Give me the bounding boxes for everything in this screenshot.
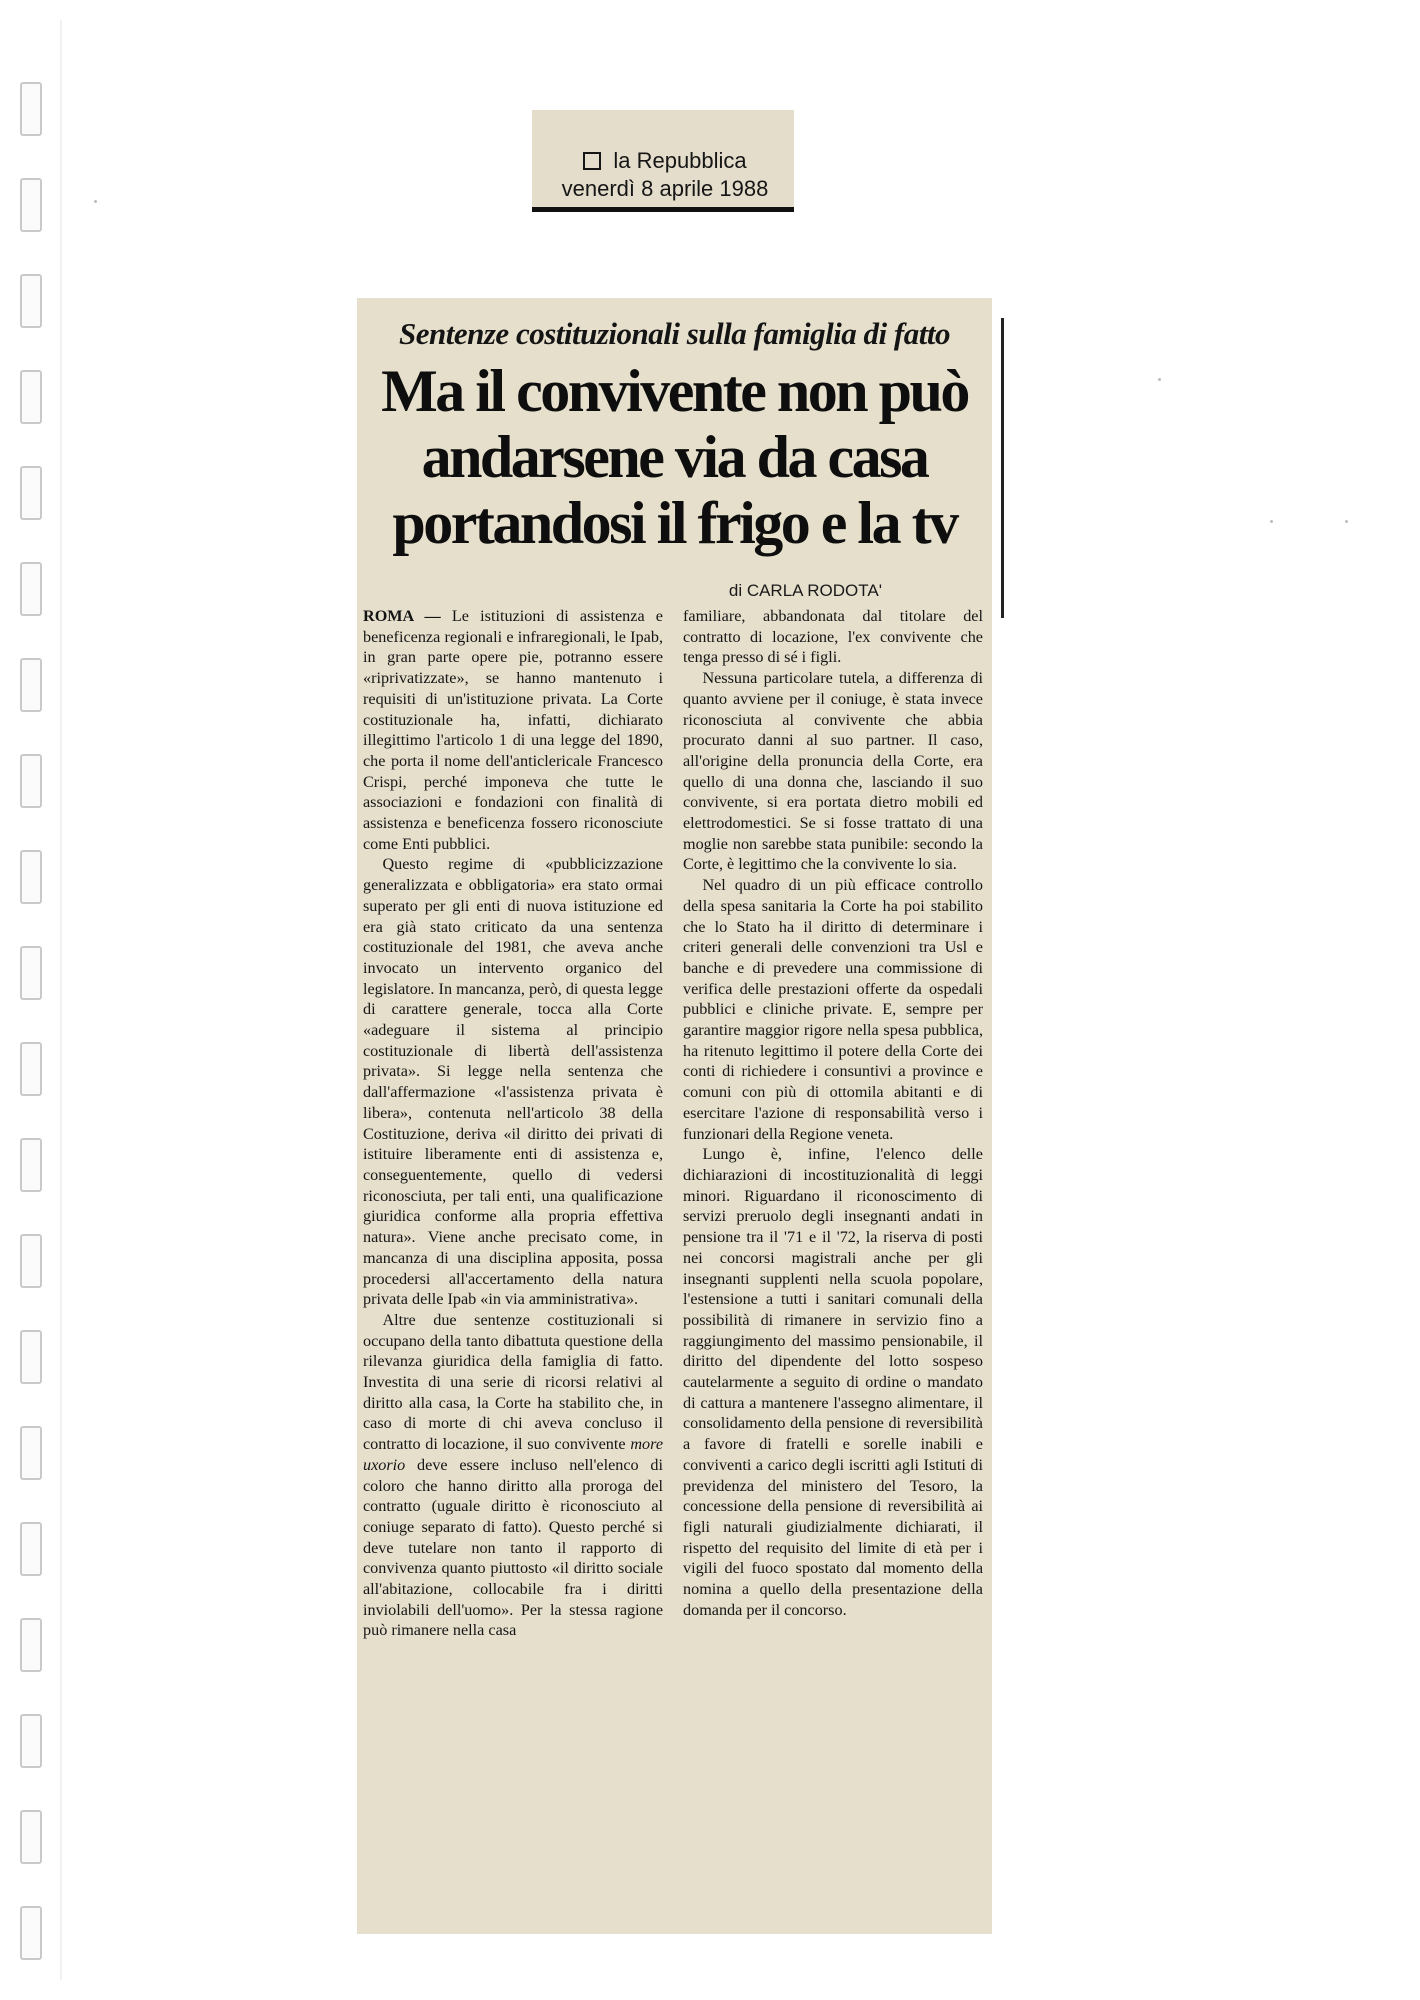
square-icon — [583, 152, 601, 170]
dateline: ROMA — — [363, 607, 441, 625]
paragraph: familiare, abbandonata dal titolare del contratto di locazione, l'ex convivente che tenga presso di sé i figli. — [683, 607, 983, 667]
binder-hole — [20, 1810, 42, 1864]
paragraph: Lungo è, infine, l'elenco delle dichiarazioni di incostituzionalità di leggi minori. Riguardano il riconoscimento di servizi preruolo degli insegnanti andati in pensione tra il '71 e il '72, la riserva di posti nei concorsi magistrali anche per gli insegnanti supplenti nella scuola popolare, l'estensione a tutti i sanitari comunali della possibilità di rimanere in servizio fino a raggiungimento del massimo pensionabile, il diritto del dipendente del lotto sospeso cautelarmente a seguito di ordine o mandato di cattura a mantenere l'assegno alimentare, il consolidamento della pensione di reversibilità a favore di fratelli e sorelle inabili e conviventi a carico degli iscritti agli Istituti di previdenza del ministero del Tesoro, la concessione della pensione di reversibilità ai figli naturali giudizialmente dichiarati, il rispetto del requisito del limite di età per i vigili del fuoco spostato dal momento della nomina a quello della presentazione della domanda per il concorso. — [683, 1145, 983, 1619]
paragraph: ROMA — Le istituzioni di assistenza e beneficenza regionali e infraregionali, le Ipab, in gran parte opere pie, potranno essere «riprivatizzate», se hanno mantenuto i requisiti di un'istituzione privata. La Corte costituzionale ha, infatti, dichiarato illegittimo l'articolo 1 di una legge del 1890, che porta il nome dell'anticlericale Francesco Crispi, perché imponeva che tutte le associazioni e fondazioni con finalità di assistenza e beneficenza fossero riconosciute come Enti pubblici. — [363, 607, 663, 853]
masthead-clipping — [532, 110, 794, 212]
paragraph: Altre due sentenze costituzionali si occupano della tanto dibattuta questione della rilevanza giuridica della famiglia di fatto. Investita di una serie di ricorsi relativi al diritto alla casa, la Corte ha stabilito che, in caso di morte di chi aveva concluso il contratto di locazione, il suo convivente more uxorio deve essere incluso nell'elenco di coloro che hanno diritto alla proroga del contratto (uguale diritto è riconosciuto al coniuge separato di fatto). Questo perché si deve tutelare non tanto il rapporto di convivenza quanto piuttosto «il diritto sociale all'abitazione, collocabile fra i diritti inviolabili dell'uomo». Per la stessa ragione può rimanere nella casa — [363, 1310, 664, 1640]
page-edge — [60, 20, 62, 1980]
newspaper-name: la Repubblica — [613, 148, 747, 173]
paragraph: Nel quadro di un più efficace controllo della spesa sanitaria la Corte ha poi stabilito che lo Stato ha il diritto di determinare i criteri generali delle convenzioni tra Usl e banche e di prevedere una commissione di verifica delle prestazioni offerte da ospedali pubblici e cliniche private. E, sempre per garantire maggior rigore nella spesa pubblica, ha ritenuto legittimo il potere della Corte dei conti di richiedere i consuntivi a province e comuni con più di ottomila abitanti e di esercitare l'azione di responsabilità verso i funzionari della Regione veneta. — [683, 876, 983, 1143]
binder-hole — [20, 178, 42, 232]
binder-hole — [20, 1042, 42, 1096]
binder-hole — [20, 1426, 42, 1480]
article-byline: di CARLA RODOTA' — [728, 581, 882, 600]
binder-hole — [20, 850, 42, 904]
binder-hole — [20, 1714, 42, 1768]
binder-hole — [20, 1330, 42, 1384]
article-clipping — [357, 298, 992, 1934]
publication-date: venerdì 8 aprile 1988 — [561, 176, 769, 201]
binder-hole — [20, 1522, 42, 1576]
speck — [94, 200, 97, 203]
binder-hole — [20, 562, 42, 616]
binder-holes — [20, 0, 50, 2000]
article-column-right — [683, 606, 983, 1620]
article-column-left — [363, 606, 663, 1641]
binder-hole — [20, 658, 42, 712]
article-headline: Ma il convivente non può andarsene via da casa portandosi il frigo e la tv — [381, 358, 968, 556]
paragraph: Nessuna particolare tutela, a differenza di quanto avviene per il coniuge, è stata invece riconosciuta al convivente che abbia procurato danni al suo partner. Il caso, all'origine della pronuncia della Corte, era quello di una donna che, lasciando il suo convivente, si era portata dietro mobili ed elettrodomestici. Se si fosse trattato di una moglie non sarebbe stata punibile: secondo la Corte, è legittimo che la convivente lo sia. — [683, 669, 983, 874]
binder-hole — [20, 82, 42, 136]
binder-hole — [20, 754, 42, 808]
paragraph: Questo regime di «pubblicizzazione generalizzata e obbligatoria» era stato ormai superato per gli enti di nuova istituzione ed era già stato criticato da una sentenza costituzionale del 1981, che aveva anche invocato un intervento organico del legislatore. In mancanza, però, di questa legge di carattere generale, tocca alla Corte «adeguare il sistema al principio costituzionale di libertà dell'assistenza privata». Si legge nella sentenza che dall'affermazione «l'assistenza privata è libera», contenuta nell'articolo 38 della Costituzione, deriva «il diritto dei privati di istituire liberamente enti di assistenza e, conseguentemente, quello di vedersi riconosciuta, per tali enti, una qualificazione giuridica conforme alla propria effettiva natura». Viene anche precisato come, in mancanza di una disciplina apposita, possa procedersi all'accertamento della natura privata delle Ipab «in via amministrativa». — [363, 855, 663, 1309]
article-kicker: Sentenze costituzionali sulla famiglia di fatto — [399, 316, 950, 351]
binder-hole — [20, 274, 42, 328]
binder-hole — [20, 466, 42, 520]
latin-phrase: more uxorio — [363, 1435, 664, 1474]
speck — [1270, 520, 1273, 523]
binder-hole — [20, 1138, 42, 1192]
speck — [1345, 520, 1348, 523]
binder-hole — [20, 946, 42, 1000]
masthead-rule — [532, 207, 794, 212]
speck — [1158, 378, 1161, 381]
binder-hole — [20, 1234, 42, 1288]
column-rule — [1001, 318, 1004, 618]
binder-hole — [20, 370, 42, 424]
binder-hole — [20, 1906, 42, 1960]
binder-hole — [20, 1618, 42, 1672]
